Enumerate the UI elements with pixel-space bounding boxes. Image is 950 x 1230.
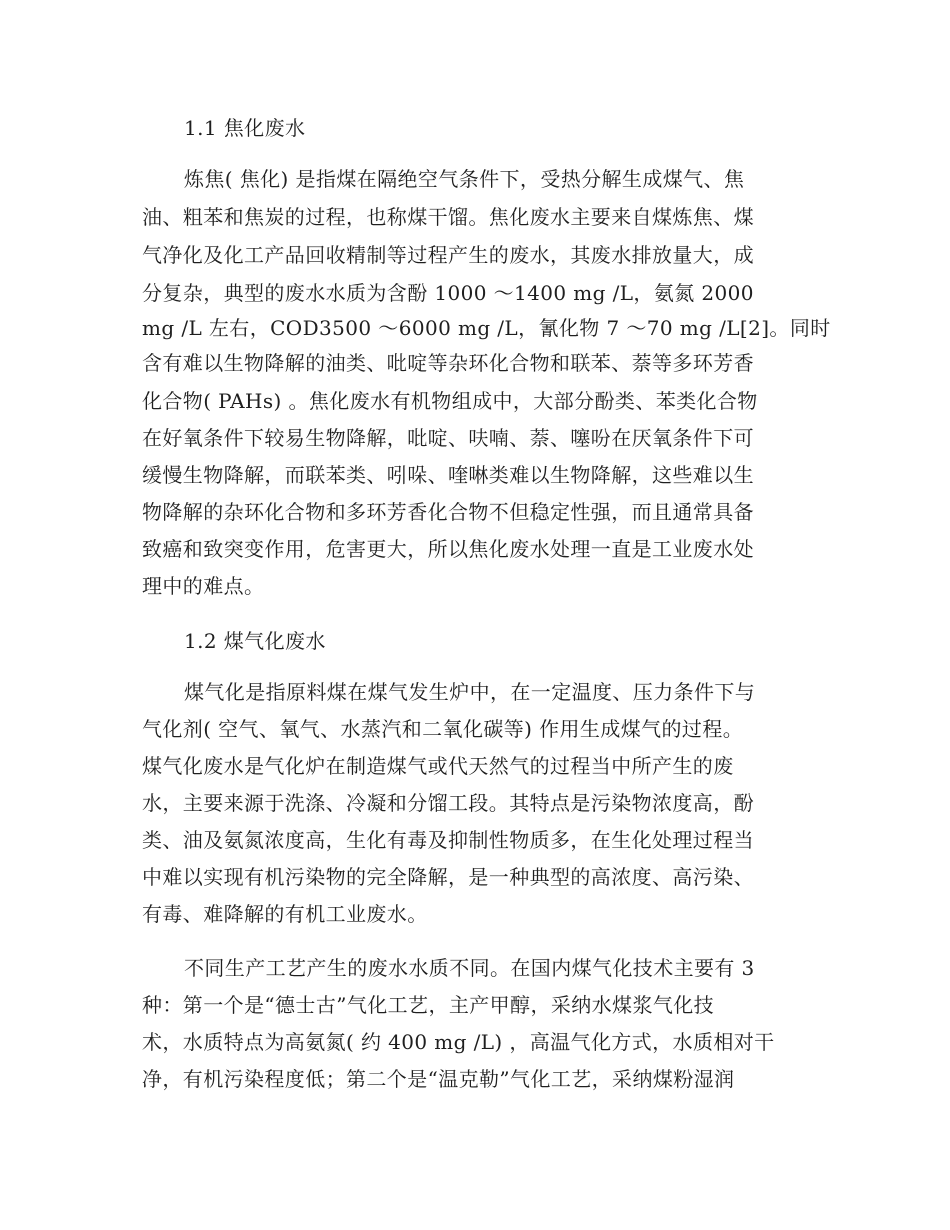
paragraph-line: 术，水质特点为高氨氮( 约 400 mg /L) ，高温气化方式，水质相对干	[142, 1030, 775, 1054]
paragraph-line: 在好氧条件下较易生物降解，吡啶、呋喃、萘、噻吩在厌氧条件下可	[142, 426, 754, 450]
paragraph-line: 油、粗苯和焦炭的过程，也称煤干馏。焦化废水主要来自煤炼焦、煤	[142, 205, 754, 229]
paragraph-line: 化合物( PAHs) 。焦化废水有机物组成中，大部分酚类、苯类化合物	[142, 389, 758, 413]
paragraph-line: 煤气化是指原料煤在煤气发生炉中，在一定温度、压力条件下与	[184, 680, 756, 704]
section-heading-1-1: 1.1 焦化废水	[184, 116, 306, 140]
section-heading-1-2: 1.2 煤气化废水	[184, 629, 326, 653]
paragraph-line: 类、油及氨氮浓度高，生化有毒及抑制性物质多，在生化处理过程当	[142, 828, 754, 852]
paragraph-line: mg /L 左右，COD3500 ～6000 mg /L，氰化物 7 ～70 mg /L[2]。同时	[142, 316, 831, 340]
paragraph-line: 有毒、难降解的有机工业废水。	[142, 902, 428, 926]
paragraph-line: 种：第一个是“德士古”气化工艺，主产甲醇，采纳水煤浆气化技	[142, 993, 715, 1017]
paragraph-line: 理中的难点。	[142, 574, 265, 598]
paragraph-line: 分复杂，典型的废水水质为含酚 1000 ～1400 mg /L，氨氮 2000	[142, 281, 754, 305]
paragraph-line: 炼焦( 焦化) 是指煤在隔绝空气条件下，受热分解生成煤气、焦	[184, 167, 745, 191]
paragraph-line: 水，主要来源于洗涤、冷凝和分馏工段。其特点是污染物浓度高，酚	[142, 791, 754, 815]
paragraph-line: 缓慢生物降解，而联苯类、吲哚、喹啉类难以生物降解，这些难以生	[142, 463, 754, 487]
paragraph-line: 气净化及化工产品回收精制等过程产生的废水，其废水排放量大，成	[142, 243, 754, 267]
paragraph-line: 不同生产工艺产生的废水水质不同。在国内煤气化技术主要有 3	[184, 956, 755, 980]
paragraph-line: 煤气化废水是气化炉在制造煤气或代天然气的过程当中所产生的废	[142, 754, 734, 778]
paragraph-line: 物降解的杂环化合物和多环芳香化合物不但稳定性强，而且通常具备	[142, 500, 754, 524]
paragraph-line: 气化剂( 空气、氧气、水蒸汽和二氧化碳等) 作用生成煤气的过程。	[142, 717, 744, 741]
paragraph-line: 中难以实现有机污染物的完全降解，是一种典型的高浓度、高污染、	[142, 865, 754, 889]
paragraph-line: 含有难以生物降解的油类、吡啶等杂环化合物和联苯、萘等多环芳香	[142, 351, 754, 375]
paragraph-line: 净，有机污染程度低；第二个是“温克勒”气化工艺，采纳煤粉湿润	[142, 1067, 735, 1091]
paragraph-line: 致癌和致突变作用，危害更大，所以焦化废水处理一直是工业废水处	[142, 537, 754, 561]
